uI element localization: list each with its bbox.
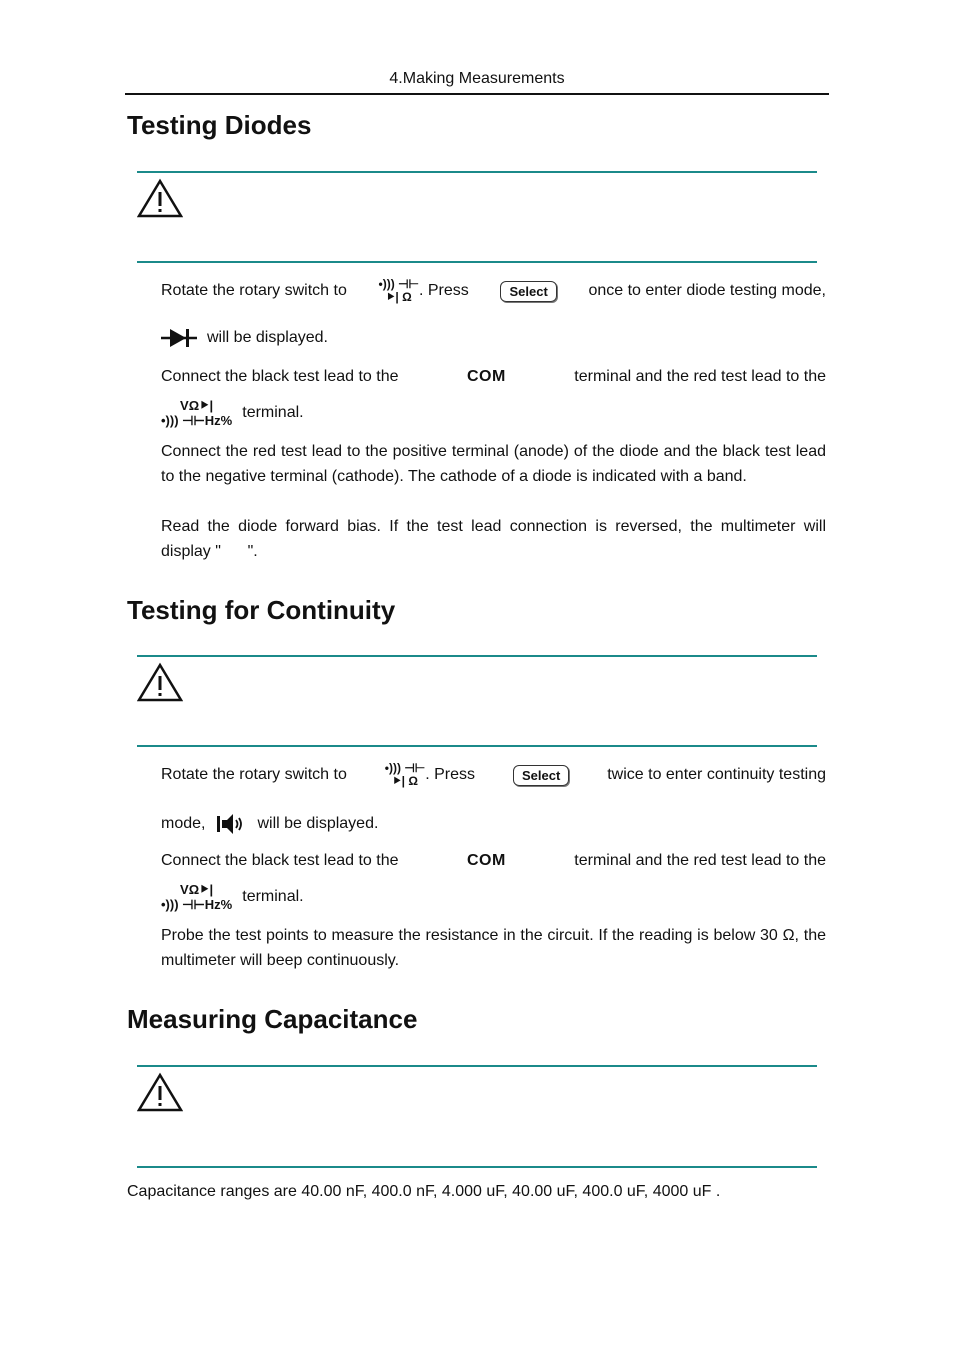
continuity-terminal-line	[161, 882, 304, 912]
warning-icon	[137, 1072, 183, 1112]
connect-post-text: terminal and the red test lead to the	[574, 852, 826, 869]
continuity-probe-paragraph: Probe the test points to measure the resistance in the circuit. If the reading is below 30 Ω, the multimeter will beep continuously.	[161, 927, 826, 969]
warning-top-rule	[137, 655, 817, 657]
com-terminal-label: COM	[466, 368, 506, 385]
diode-connect-paragraph: Connect the red test lead to the positive terminal (anode) of the diode and the black test lead to the negative terminal (cathode). The cathode of a diode is indicated with a band.	[161, 443, 826, 485]
diode-icon	[161, 327, 197, 349]
warning-icon	[137, 662, 183, 702]
rotate-text: Rotate the rotary switch to	[161, 766, 347, 783]
connect-post-text: terminal and the red test lead to the	[574, 368, 826, 385]
diode-terminal-line	[161, 398, 304, 428]
warning-icon	[137, 178, 183, 218]
displayed-text: will be displayed.	[257, 815, 379, 832]
after-select-text: twice to enter continuity testing	[607, 766, 826, 783]
warning-bottom-rule	[137, 745, 817, 747]
continuity-connect-line	[161, 850, 826, 872]
terminal-text: terminal.	[242, 404, 304, 421]
rotate-text: Rotate the rotary switch to	[161, 282, 347, 299]
displayed-text: will be displayed.	[207, 329, 328, 346]
v-ohm-jack-icon: VΩ⯈| •))) ⊣⊢Hz%	[161, 882, 233, 912]
press-text: . Press	[418, 282, 469, 299]
continuity-rotate-line	[161, 756, 826, 794]
diode-rotate-line	[161, 272, 826, 310]
press-text: . Press	[425, 766, 476, 783]
select-button-icon: Select	[513, 765, 569, 786]
v-ohm-jack-icon: VΩ⯈| •))) ⊣⊢Hz%	[161, 398, 233, 428]
warning-bottom-rule	[137, 261, 817, 263]
warning-bottom-rule	[137, 1166, 817, 1168]
section-title-diodes: Testing Diodes	[127, 110, 312, 140]
section-title-capacitance: Measuring Capacitance	[127, 1004, 418, 1034]
warning-top-rule	[137, 1065, 817, 1067]
header-rule	[125, 93, 829, 95]
terminal-text: terminal.	[242, 888, 304, 905]
section-title-continuity: Testing for Continuity	[127, 595, 396, 625]
diode-connect-line	[161, 366, 826, 388]
diode-display-line	[161, 327, 328, 349]
diode-read-paragraph: Read the diode forward bias. If the test lead connection is reversed, the multimeter will display " ".	[161, 518, 831, 560]
rotary-switch-icon: •))) ⊣⊢ ⯈| Ω	[384, 761, 426, 788]
continuity-display-line	[161, 812, 378, 836]
com-terminal-label: COM	[466, 852, 506, 869]
connect-text: Connect the black test lead to the	[161, 368, 399, 385]
warning-top-rule	[137, 171, 817, 173]
buzzer-icon	[215, 812, 247, 836]
mode-text: mode,	[161, 815, 206, 832]
capacitance-ranges-text: Capacitance ranges are 40.00 nF, 400.0 nF, 4.000 uF, 40.00 uF, 400.0 uF, 4000 uF .	[127, 1183, 721, 1200]
connect-text: Connect the black test lead to the	[161, 852, 399, 869]
select-button-icon: Select	[500, 281, 556, 302]
rotary-switch-icon: •))) ⊣⊢ ⯈| Ω	[378, 277, 419, 304]
page-header: 4.Making Measurements	[389, 70, 565, 87]
after-select-text: once to enter diode testing mode,	[588, 282, 826, 299]
